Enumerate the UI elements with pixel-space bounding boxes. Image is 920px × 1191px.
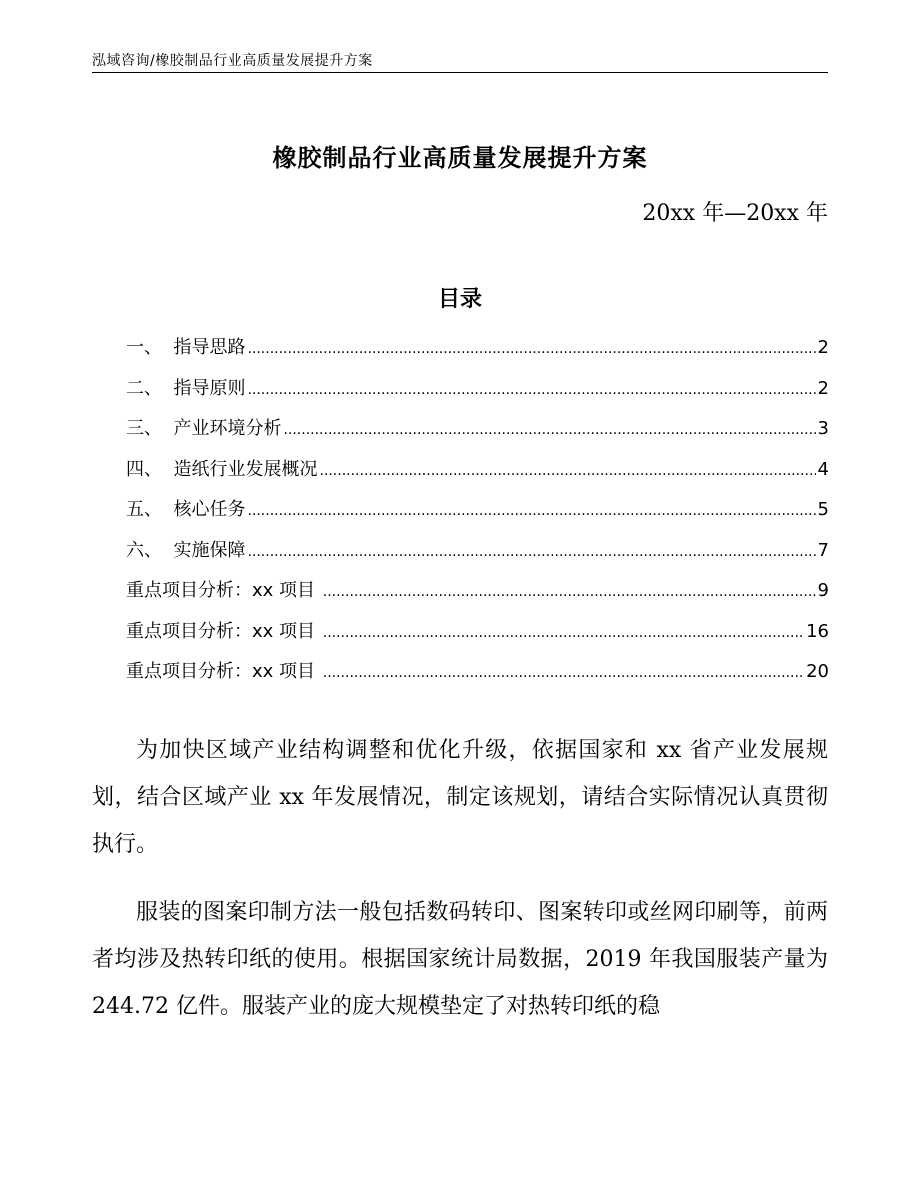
toc-item-number: 四、 bbox=[126, 458, 162, 480]
toc-item-label: 重点项目分析：xx 项目 bbox=[126, 580, 321, 601]
table-of-contents bbox=[126, 333, 829, 698]
toc-item-number: 三、 bbox=[126, 418, 162, 439]
toc-dot-leader bbox=[323, 658, 804, 688]
toc-item-guiding-thoughts[interactable] bbox=[126, 333, 829, 374]
toc-dot-leader bbox=[247, 375, 815, 405]
toc-item-core-tasks[interactable] bbox=[126, 495, 829, 536]
toc-item-page: 3 bbox=[817, 418, 829, 439]
toc-item-implementation[interactable] bbox=[126, 536, 829, 577]
toc-item-guiding-principles[interactable] bbox=[126, 374, 829, 415]
toc-item-label: 产业环境分析 bbox=[162, 418, 282, 439]
toc-dot-leader bbox=[283, 415, 815, 445]
toc-item-industry-environment[interactable] bbox=[126, 414, 829, 455]
toc-dot-leader bbox=[319, 456, 815, 486]
toc-item-key-project-1[interactable] bbox=[126, 576, 829, 617]
toc-dot-leader bbox=[247, 537, 815, 567]
toc-item-label: 造纸行业发展概况 bbox=[162, 458, 318, 480]
body-paragraph: 为加快区域产业结构调整和优化升级，依据国家和 xx 省产业发展规划，结合区域产业 xx 年发展情况，制定该规划，请结合实际情况认真贯彻执行。 bbox=[92, 738, 828, 857]
body-paragraph: 服装的图案印制方法一般包括数码转印、图案转印或丝网印刷等，前两者均涉及热转印纸的使用。根据国家统计局数据，2019 年我国服装产量为 244.72 亿件。服装产业的庞大规模垫定了对热转印纸的稳 bbox=[92, 900, 828, 1019]
toc-item-key-project-3[interactable] bbox=[126, 657, 829, 698]
toc-item-page: 7 bbox=[817, 539, 829, 561]
toc-item-page: 5 bbox=[817, 499, 829, 520]
toc-item-label: 核心任务 bbox=[162, 499, 246, 520]
toc-item-label: 指导原则 bbox=[162, 377, 246, 399]
toc-dot-leader bbox=[247, 334, 815, 364]
date-range: 20xx 年—20xx 年 bbox=[642, 201, 828, 226]
toc-item-number: 一、 bbox=[126, 337, 162, 358]
toc-item-label: 重点项目分析：xx 项目 bbox=[126, 661, 321, 682]
toc-item-page: 2 bbox=[817, 377, 829, 399]
toc-item-key-project-2[interactable] bbox=[126, 617, 829, 658]
toc-dot-leader bbox=[323, 577, 816, 607]
body-text bbox=[92, 727, 828, 1051]
header-divider bbox=[92, 72, 828, 73]
toc-dot-leader bbox=[323, 618, 804, 648]
toc-item-page: 16 bbox=[806, 620, 829, 642]
toc-item-label: 实施保障 bbox=[162, 539, 246, 561]
running-header: 泓域咨询/橡胶制品行业高质量发展提升方案 bbox=[92, 53, 373, 69]
toc-item-label: 重点项目分析：xx 项目 bbox=[126, 620, 321, 642]
toc-item-label: 指导思路 bbox=[162, 337, 246, 358]
toc-item-number: 五、 bbox=[126, 499, 162, 520]
toc-item-page: 4 bbox=[817, 458, 829, 480]
toc-item-page: 20 bbox=[806, 661, 829, 682]
document-title: 橡胶制品行业高质量发展提升方案 bbox=[272, 144, 648, 172]
toc-item-paper-industry-overview[interactable] bbox=[126, 455, 829, 496]
toc-heading: 目录 bbox=[437, 287, 482, 312]
toc-item-number: 二、 bbox=[126, 377, 162, 399]
toc-item-page: 9 bbox=[817, 580, 829, 601]
toc-item-number: 六、 bbox=[126, 539, 162, 561]
toc-dot-leader bbox=[247, 496, 815, 526]
toc-item-page: 2 bbox=[817, 337, 829, 358]
